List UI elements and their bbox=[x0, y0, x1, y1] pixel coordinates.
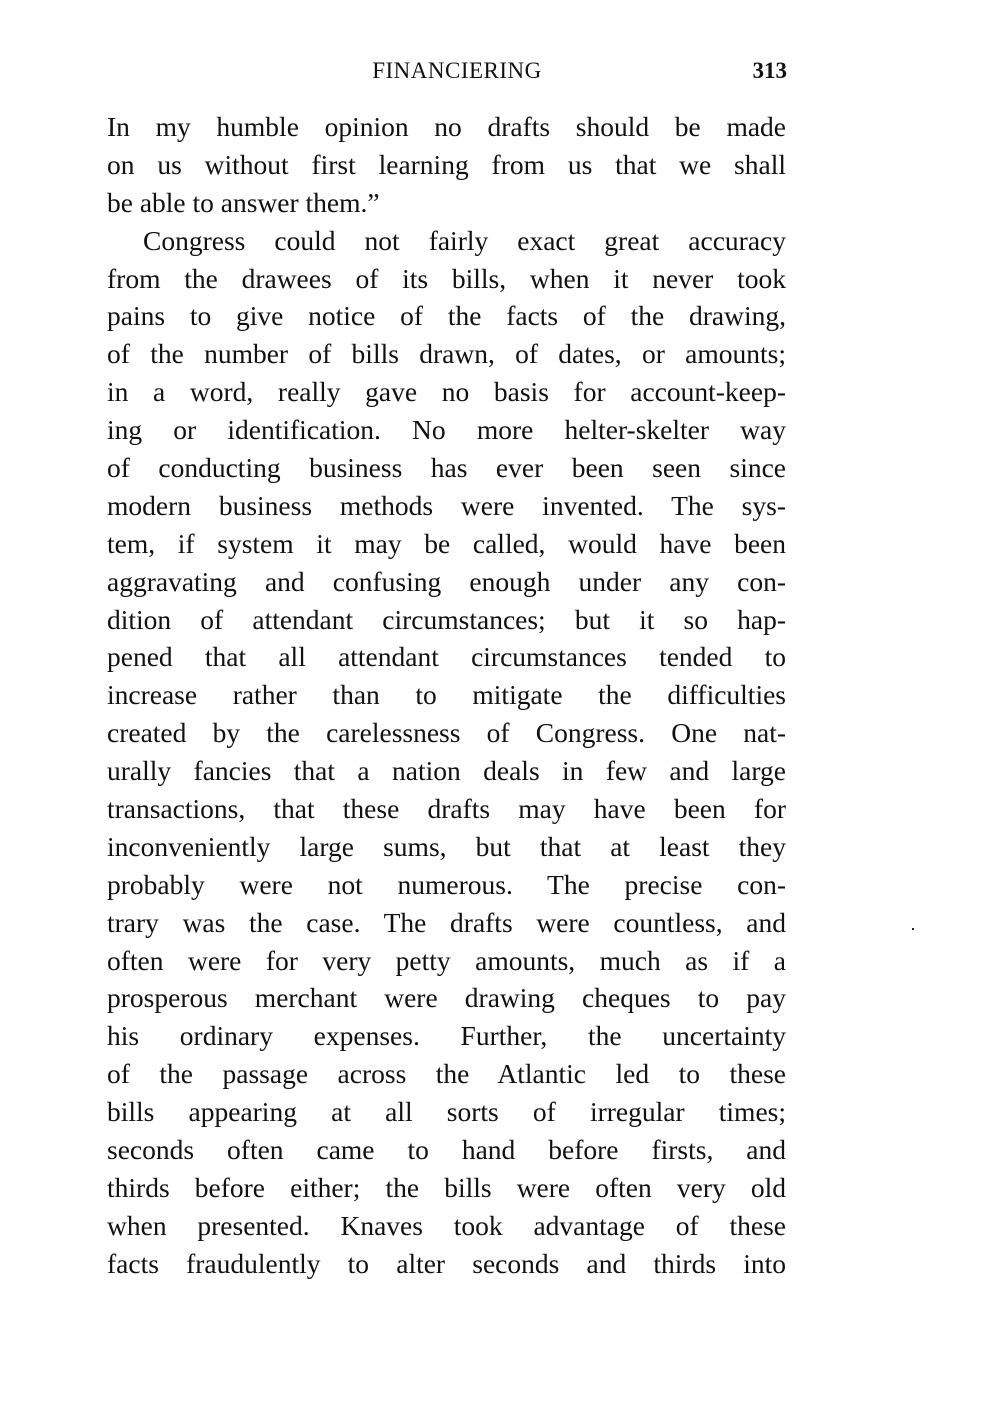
text-line: bills appearing at all sorts of irregular times; bbox=[107, 1096, 786, 1128]
scan-speck bbox=[912, 928, 914, 930]
running-header bbox=[107, 54, 787, 88]
text-line: tem, if system it may be called, would have been bbox=[107, 527, 786, 559]
text-line: pened that all attendant circumstances tended to bbox=[107, 641, 786, 673]
running-title: FINANCIERING bbox=[372, 58, 542, 83]
text-line: of the number of bills drawn, of dates, or amounts; bbox=[107, 338, 786, 370]
paragraph-congress bbox=[107, 222, 786, 1283]
text-line: of conducting business has ever been seen since bbox=[107, 452, 786, 484]
text-line: transactions, that these drafts may have been for bbox=[107, 793, 786, 825]
text-line: when presented. Knaves took advantage of these bbox=[107, 1209, 786, 1241]
text-line: increase rather than to mitigate the difficulties bbox=[107, 679, 786, 711]
text-line: urally fancies that a nation deals in few and large bbox=[107, 755, 786, 787]
text-line: ing or identification. No more helter-skelter way bbox=[107, 414, 786, 446]
text-line: inconveniently large sums, but that at least they bbox=[107, 830, 786, 862]
page-body bbox=[107, 108, 786, 1283]
text-line: In my humble opinion no drafts should be made bbox=[107, 111, 786, 142]
text-line: Congress could not fairly exact great accuracy bbox=[143, 224, 786, 256]
text-line: pains to give notice of the facts of the drawing, bbox=[107, 300, 786, 332]
text-line: aggravating and confusing enough under any con- bbox=[107, 565, 786, 597]
page-number: 313 bbox=[752, 58, 787, 83]
text-line: prosperous merchant were drawing cheques to pay bbox=[107, 982, 786, 1014]
text-line: seconds often came to hand before firsts, and bbox=[107, 1134, 786, 1166]
text-line: often were for very petty amounts, much as if a bbox=[107, 944, 786, 976]
text-line: probably were not numerous. The precise con- bbox=[107, 868, 786, 900]
paragraph-quote-end bbox=[107, 108, 786, 222]
text-line: his ordinary expenses. Further, the uncertainty bbox=[107, 1020, 786, 1052]
text-line: trary was the case. The drafts were countless, and bbox=[107, 906, 786, 938]
text-line: be able to answer them.” bbox=[107, 186, 380, 218]
text-line: modern business methods were invented. The sys- bbox=[107, 489, 786, 521]
text-line: from the drawees of its bills, when it never took bbox=[107, 262, 786, 294]
text-line: created by the carelessness of Congress. One nat- bbox=[107, 717, 786, 749]
text-line: in a word, really gave no basis for account-keep- bbox=[107, 376, 786, 408]
text-line: on us without first learning from us that we shall bbox=[107, 148, 786, 180]
text-line: thirds before either; the bills were often very old bbox=[107, 1171, 786, 1203]
text-line: dition of attendant circumstances; but it so hap- bbox=[107, 603, 786, 635]
text-line: of the passage across the Atlantic led to these bbox=[107, 1058, 786, 1090]
text-line: facts fraudulently to alter seconds and thirds into bbox=[107, 1247, 786, 1279]
